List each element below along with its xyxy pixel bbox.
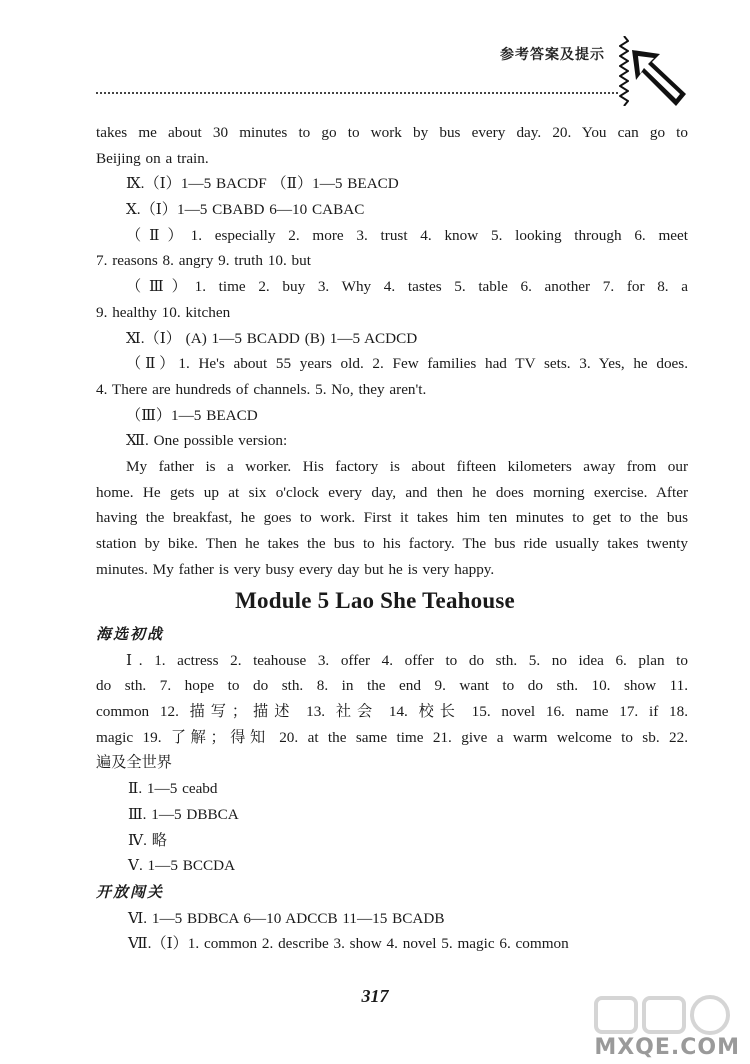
text-line: 9. healthy 10. kitchen	[96, 303, 231, 321]
text-line: 4. There are hundreds of channels. 5. No, they aren't.	[96, 380, 427, 398]
text-line: home. He gets up at six o'clock every day, and then he does morning exercise. After	[96, 483, 688, 501]
zigzag-ornament	[619, 36, 629, 106]
header-title: 参考答案及提示	[500, 47, 605, 63]
text-line: Ⅶ.（Ⅰ）1. common 2. describe 3. show 4. novel 5. magic 6. common	[128, 935, 569, 953]
text-line: My father is a worker. His factory is about fifteen kilometers away from our	[126, 457, 688, 475]
page-number: 317	[361, 986, 389, 1006]
text-line: Ⅳ. 略	[128, 831, 167, 849]
text-line: （Ⅱ）1. especially 2. more 3. trust 4. know 5. looking through 6. meet	[126, 226, 688, 244]
text-line: （Ⅲ）1. time 2. buy 3. Why 4. tastes 5. table 6. another 7. for 8. a	[126, 278, 688, 296]
text-line: Ⅱ. 1—5 ceabd	[128, 780, 218, 798]
module-title: Module 5 Lao She Teahouse	[235, 588, 515, 613]
section-2	[96, 880, 688, 957]
text-line: 遍及全世界	[96, 754, 172, 772]
text-line: 7. reasons 8. angry 9. truth 10. but	[96, 252, 311, 270]
text-line: （Ⅲ）1—5 BEACD	[126, 406, 258, 424]
text-line: （Ⅱ）1. He's about 55 years old. 2. Few families had TV sets. 3. Yes, he does.	[126, 355, 688, 373]
text-line: Ⅻ. One possible version:	[126, 432, 288, 450]
text-line: Ⅰ. 1. actress 2. teahouse 3. offer 4. offer to do sth. 5. no idea 6. plan to	[126, 651, 688, 669]
text-line: Ⅸ.（Ⅰ）1—5 BACDF （Ⅱ）1—5 BEACD	[126, 175, 399, 193]
arrow-icon	[630, 48, 688, 110]
text-line: minutes. My father is very busy every day but he is very happy.	[96, 560, 495, 578]
text-line: Beijing on a train.	[96, 149, 209, 167]
text-line: takes me about 30 minutes to go to work by bus every day. 20. You can go to	[96, 124, 688, 141]
text-line: magic 19. 了解；得知 20. at the same time 21. give a warm welcome to sb. 22.	[96, 728, 688, 746]
watermark-site: MXQE.COM	[594, 1035, 740, 1060]
section-heading: 开放闯关	[96, 883, 165, 901]
top-answer-block	[96, 120, 688, 582]
text-line: common 12. 描写；描述 13. 社会 14. 校长 15. novel 16. name 17. if 18.	[96, 703, 688, 721]
text-line: Ⅺ.（Ⅰ） (A) 1—5 BCADD (B) 1—5 ACDCD	[126, 329, 418, 347]
text-line: Ⅹ.（Ⅰ）1—5 CBABD 6—10 CABAC	[126, 201, 365, 219]
text-line: station by bike. Then he takes the bus to his factory. The bus ride usually takes twenty	[96, 535, 688, 552]
text-line: Ⅴ. 1—5 BCCDA	[128, 857, 236, 875]
header-divider	[96, 92, 618, 94]
text-line: Ⅲ. 1—5 DBBCA	[128, 805, 239, 823]
section-1	[96, 622, 688, 879]
text-line: having the breakfast, he goes to work. First it takes him ten minutes to get to the bus	[96, 509, 688, 527]
section-heading: 海选初战	[96, 625, 165, 643]
text-line: Ⅵ. 1—5 BDBCA 6—10 ADCCB 11—15 BCADB	[128, 909, 445, 927]
text-line: do sth. 7. hope to do sth. 8. in the end 9. want to do sth. 10. show 11.	[96, 677, 688, 695]
